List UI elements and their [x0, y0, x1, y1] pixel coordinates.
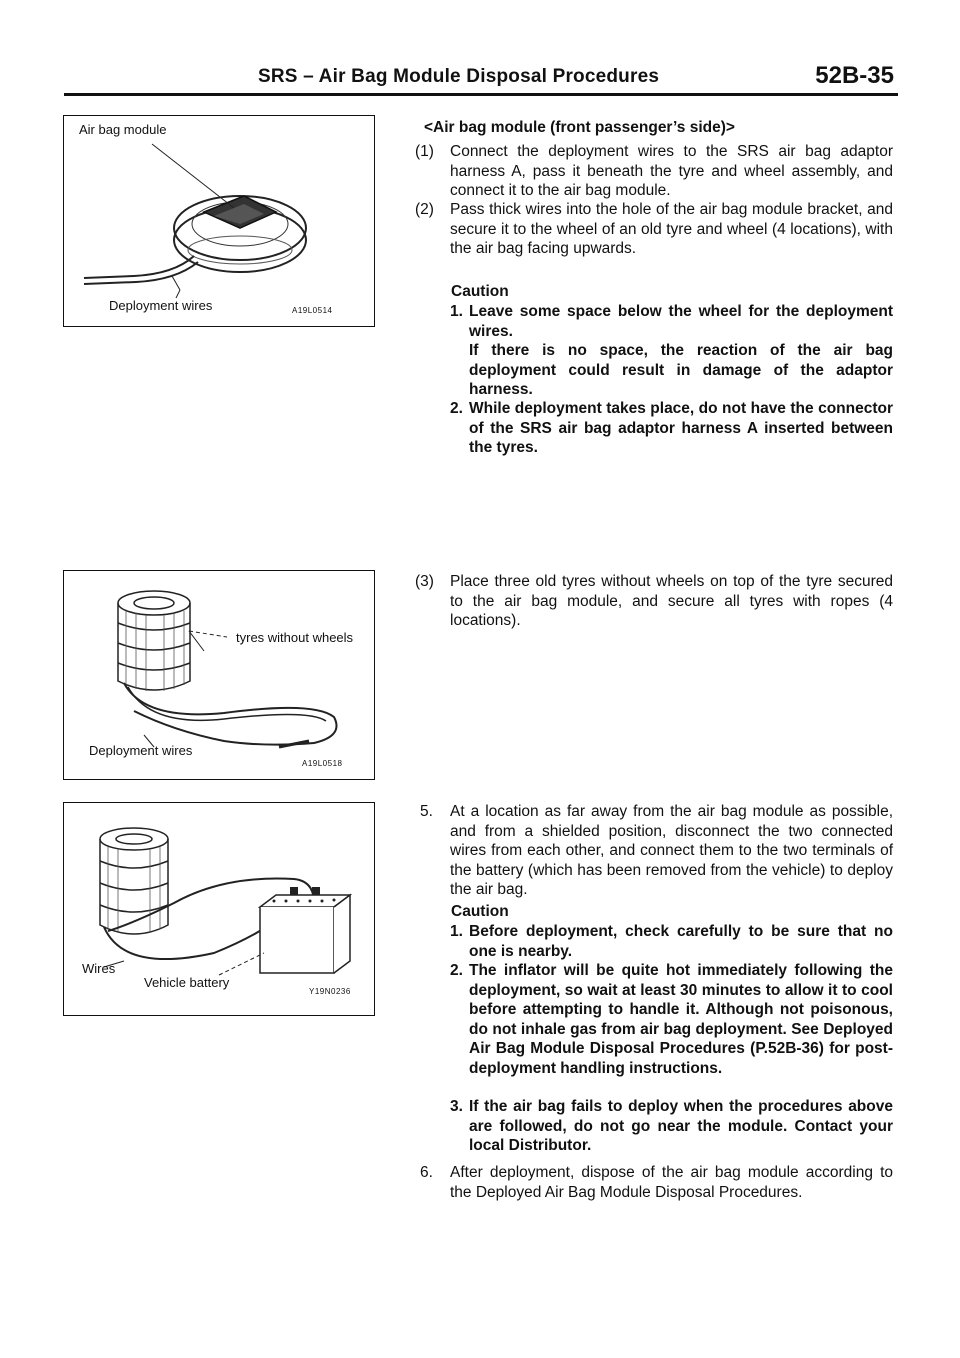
- header-rule: [64, 93, 898, 96]
- step-6: [420, 1163, 893, 1202]
- caution-number: 3.: [450, 1098, 463, 1115]
- step-text: After deployment, dispose of the air bag module according to the Deployed Air Bag Module Disposal Procedures.: [450, 1164, 893, 1201]
- label-deployment-wires: Deployment wires: [109, 298, 213, 313]
- figure-code: Y19N0236: [309, 987, 351, 996]
- step-number: (1): [415, 143, 434, 160]
- caution-label: Caution: [451, 283, 509, 300]
- air-bag-tyre-illustration: [64, 116, 374, 326]
- label-air-bag-module: Air bag module: [79, 122, 167, 137]
- step-number: 6.: [420, 1164, 433, 1181]
- caution-text: The inflator will be quite hot immediately following the deployment, so wait at least 30 minutes to allow it to cool before attempting to handle it. Although not poisonous, do not inhale gas from air bag deployment. See Deployed Air Bag Module Disposal Procedures (P.52B-36) for post-deployment handling instructions.: [469, 962, 893, 1077]
- figure-stacked-tyres: [63, 570, 375, 780]
- step-1: [415, 142, 893, 201]
- step-number: (2): [415, 201, 434, 218]
- caution-text: If the air bag fails to deploy when the procedures above are followed, do not go near the module. Contact your local Distributor.: [469, 1098, 893, 1154]
- caution-item-3: [450, 1097, 893, 1156]
- caution-item-1: [450, 302, 893, 400]
- step-text: Pass thick wires into the hole of the air bag module bracket, and secure it to the wheel of an old tyre and wheel (4 locations), with the air bag facing upwards.: [450, 201, 893, 257]
- page-title: SRS – Air Bag Module Disposal Procedures: [258, 66, 660, 87]
- label-wires: Wires: [82, 961, 116, 976]
- caution-number: 2.: [450, 400, 463, 417]
- step-number: 5.: [420, 803, 433, 820]
- caution-item-1: [450, 922, 893, 961]
- caution-label: Caution: [451, 903, 509, 920]
- caution-number: 1.: [450, 303, 463, 320]
- step-3: [415, 572, 893, 631]
- caution-number: 1.: [450, 923, 463, 940]
- caution-number: 2.: [450, 962, 463, 979]
- figure-code: A19L0518: [302, 759, 343, 768]
- step-text: At a location as far away from the air bag module as possible, and from a shielded position, disconnect the two connected wires from each other, and connect them to the two terminals of the battery (which has been removed from the vehicle) to deploy the air bag.: [450, 803, 893, 898]
- section-heading: <Air bag module (front passenger’s side)>: [424, 119, 735, 136]
- label-deployment-wires: Deployment wires: [89, 743, 193, 758]
- step-2: [415, 200, 893, 259]
- page-number: 52B-35: [815, 62, 894, 89]
- figure-battery-connection: [63, 802, 375, 1016]
- step-text: Place three old tyres without wheels on top of the tyre secured to the air bag module, and secure all tyres with ropes (4 locations).: [450, 573, 893, 629]
- caution-text-cont: If there is no space, the reaction of the air bag deployment could result in damage of the adaptor harness.: [469, 342, 893, 398]
- caution-text: Before deployment, check carefully to be sure that no one is nearby.: [469, 923, 893, 960]
- caution-text: While deployment takes place, do not have the connector of the SRS air bag adaptor harness A inserted between the tyres.: [469, 400, 893, 456]
- step-5: [420, 802, 893, 900]
- caution-item-2: [450, 399, 893, 458]
- step-text: Connect the deployment wires to the SRS air bag adaptor harness A, pass it beneath the tyre and wheel assembly, and connect it to the air bag module.: [450, 143, 893, 199]
- caution-item-2: [450, 961, 893, 1078]
- step-number: (3): [415, 573, 434, 590]
- figure-code: A19L0514: [292, 306, 333, 315]
- figure-air-bag-module: [63, 115, 375, 327]
- label-vehicle-battery: Vehicle battery: [144, 975, 230, 990]
- caution-text: Leave some space below the wheel for the deployment wires.: [469, 303, 893, 340]
- label-tyres-without-wheels: tyres without wheels: [236, 630, 354, 645]
